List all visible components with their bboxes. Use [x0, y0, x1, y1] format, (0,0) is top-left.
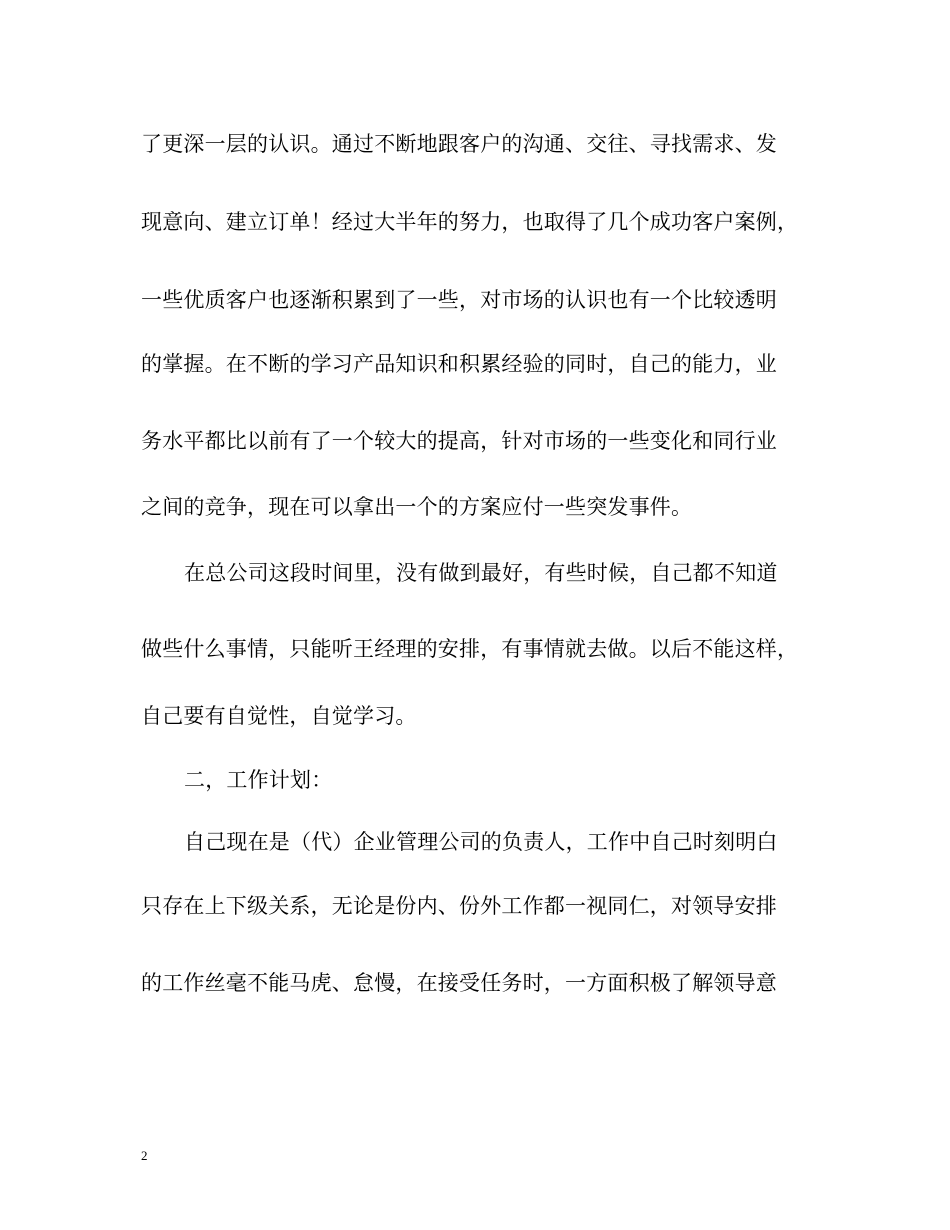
paragraph-first-line: 在总公司这段时间里，没有做到最好，有些时候，自己都不知道 [184, 561, 778, 585]
body-text-line: 做些什么事情，只能听王经理的安排，有事情就去做。以后不能这样， [141, 637, 799, 661]
body-text-line: 自己要有自觉性，自觉学习。 [141, 704, 417, 728]
body-text-line: 一些优质客户也逐渐积累到了一些，对市场的认识也有一个比较透明 [141, 288, 777, 312]
body-text-line: 务水平都比以前有了一个较大的提高，针对市场的一些变化和同行业 [141, 429, 777, 453]
body-text-line: 的掌握。在不断的学习产品知识和积累经验的同时，自己的能力，业 [141, 352, 777, 376]
page-number: 2 [141, 1148, 148, 1163]
body-text-line: 之间的竞争，现在可以拿出一个的方案应付一些突发事件。 [141, 495, 693, 519]
body-text-line: 了更深一层的认识。通过不断地跟客户的沟通、交往、寻找需求、发 [141, 132, 777, 156]
paragraph-first-line: 自己现在是（代）企业管理公司的负责人，工作中自己时刻明白 [184, 830, 778, 854]
body-text-line: 现意向、建立订单！经过大半年的努力，也取得了几个成功客户案例， [141, 210, 799, 234]
section-heading: 二，工作计划： [184, 768, 333, 792]
body-text-line: 只存在上下级关系，无论是份内、份外工作都一视同仁，对领导安排 [141, 894, 777, 918]
body-text-line: 的工作丝毫不能马虎、怠慢，在接受任务时，一方面积极了解领导意 [141, 971, 777, 995]
